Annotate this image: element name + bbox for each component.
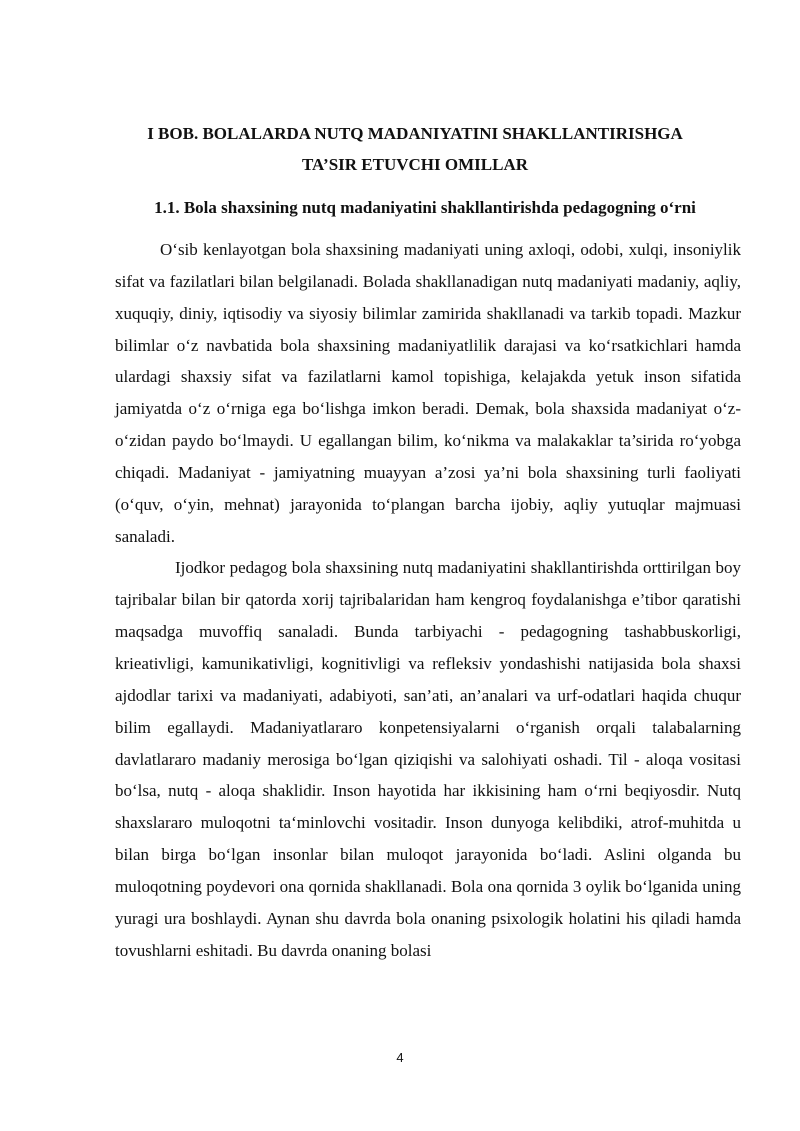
page-number: 4 — [396, 1050, 404, 1065]
paragraph-1: O‘sib kenlayotgan bola shaxsining madaniyati uning axloqi, odobi, xulqi, insoniylik sifat va fazilatlari bilan belgilanadi. Bolada shakllanadigan nutq madaniyati madaniy, aqliy, xuquqiy, diniy, iqtisodiy va siyosiy bilimlar zamirida shakllanadi va tarkib topadi. Mazkur bilimlar o‘z navbatida bola shaxsining madaniyatlilik darajasi va ko‘rsatkichlari hamda ulardagi shaxsiy sifat va fazilatlarni kamol topishiga, kelajakda yetuk inson sifatida jamiyatda o‘z o‘rniga ega bo‘lishga imkon beradi. Demak, bola shaxsida madaniyat o‘z-o‘zidan paydo bo‘lmaydi. U egallangan bilim, ko‘nikma va malakaklar ta’sirida ro‘yobga chiqadi. Madaniyat - jamiyatning muayyan a’zosi ya’ni bola shaxsining turli faoliyati (o‘quv, o‘yin, mehnat) jarayonida to‘plangan barcha ijobiy, aqliy yutuqlar majmuasi sanaladi. — [115, 240, 741, 546]
chapter-title-line-1: I BOB. BOLALARDA NUTQ MADANIYATINI SHAKLLANTIRISHGA — [147, 124, 683, 143]
body-text — [115, 234, 741, 966]
paragraph-2: Ijodkor pedagog bola shaxsining nutq madaniyatini shakllantirishda orttirilgan boy tajribalar bilan bir qatorda xorij tajribalaridan ham kengroq foydalanishga e’tibor qaratishi maqsadga muvoffiq sanaladi. Bunda tarbiyachi - pedagogning tashabbuskorligi, krieativligi, kamunikativligi, kognitivligi va refleksiv yondashishi natijasida bola shaxsi ajdodlar tarixi va madaniyati, adabiyoti, san’ati, an’analari va urf-odatlari haqida chuqur bilim egallaydi. Madaniyatlararo konpetensiyalarni o‘rganish orqali talabalarning davlatlararo madaniy merosiga bo‘lgan qiziqishi va salohiyati oshadi. Til - aloqa vositasi bo‘lsa, nutq - aloqa shaklidir. Inson hayotida har ikkisining ham o‘rni beqiyosdir. Nutq shaxslararo muloqotni ta‘minlovchi vositadir. Inson dunyoga kelibdiki, atrof-muhitda u bilan birga bo‘lgan insonlar bilan muloqot jarayonida bo‘ladi. Aslini olganda bu muloqotning poydevori ona qornida shakllanadi. Bola ona qornida 3 oylik bo‘lganida uning yuragi ura boshlaydi. Aynan shu davrda bola onaning psixologik holatini his qiladi hamda tovushlarni eshitadi. Bu davrda onaning bolasi — [115, 558, 741, 960]
section-title: 1.1. Bola shaxsining nutq madaniyatini shakllantirishda pedagogning o‘rni — [154, 198, 696, 217]
chapter-title — [100, 118, 730, 180]
chapter-title-line-2: TA’SIR ETUVCHI OMILLAR — [301, 155, 529, 174]
